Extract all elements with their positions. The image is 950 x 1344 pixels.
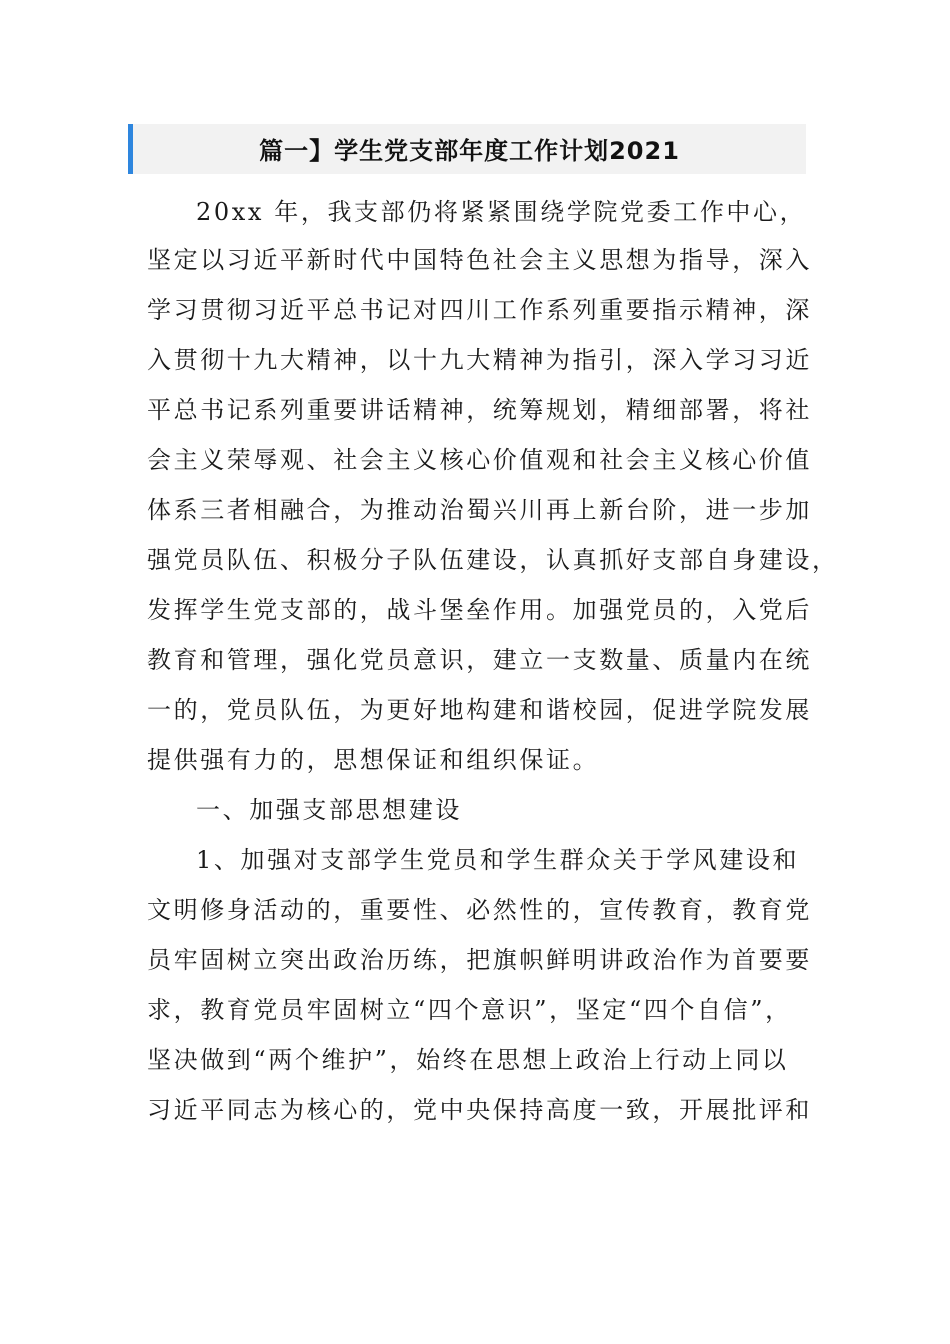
paragraph-line: 1、加强对支部学生党员和学生群众关于学风建设和 xyxy=(196,846,800,874)
paragraph-line: 教育和管理，强化党员意识，建立一支数量、质量内在统 xyxy=(147,646,812,674)
paragraph-line: 员牢固树立突出政治历练，把旗帜鲜明讲政治作为首要要 xyxy=(147,946,812,974)
paragraph-line: 体系三者相融合，为推动治蜀兴川再上新台阶，进一步加 xyxy=(147,496,812,524)
paragraph-line: 入贯彻十九大精神，以十九大精神为指引，深入学习习近 xyxy=(147,346,812,374)
paragraph-line: 学习贯彻习近平总书记对四川工作系列重要指示精神，深 xyxy=(147,296,812,324)
paragraph-line: 20xx 年，我支部仍将紧紧围绕学院党委工作中心， xyxy=(196,198,807,226)
section-heading: 一、加强支部思想建设 xyxy=(196,796,462,824)
paragraph-line: 坚定以习近平新时代中国特色社会主义思想为指导，深入 xyxy=(147,246,812,274)
paragraph-line: 强党员队伍、积极分子队伍建设，认真抓好支部自身建设， xyxy=(147,546,839,574)
paragraph-line: 文明修身活动的，重要性、必然性的，宣传教育，教育党 xyxy=(147,896,812,924)
paragraph-line: 习近平同志为核心的，党中央保持高度一致，开展批评和 xyxy=(147,1096,812,1124)
paragraph-line: 求，教育党员牢固树立“四个意识”，坚定“四个自信”， xyxy=(147,996,792,1024)
paragraph-line: 发挥学生党支部的，战斗堡垒作用。加强党员的，入党后 xyxy=(147,596,812,624)
title-bar xyxy=(128,124,806,174)
paragraph-line: 提供强有力的，思想保证和组织保证。 xyxy=(147,746,600,774)
paragraph-line: 会主义荣辱观、社会主义核心价值观和社会主义核心价值 xyxy=(147,446,812,474)
paragraph-line: 平总书记系列重要讲话精神，统筹规划，精细部署，将社 xyxy=(147,396,812,424)
paragraph-line: 坚决做到“两个维护”，始终在思想上政治上行动上同以 xyxy=(147,1046,789,1074)
document-title: 篇一】学生党支部年度工作计划2021 xyxy=(259,137,680,165)
paragraph-line: 一的，党员队伍，为更好地构建和谐校园，促进学院发展 xyxy=(147,696,812,724)
